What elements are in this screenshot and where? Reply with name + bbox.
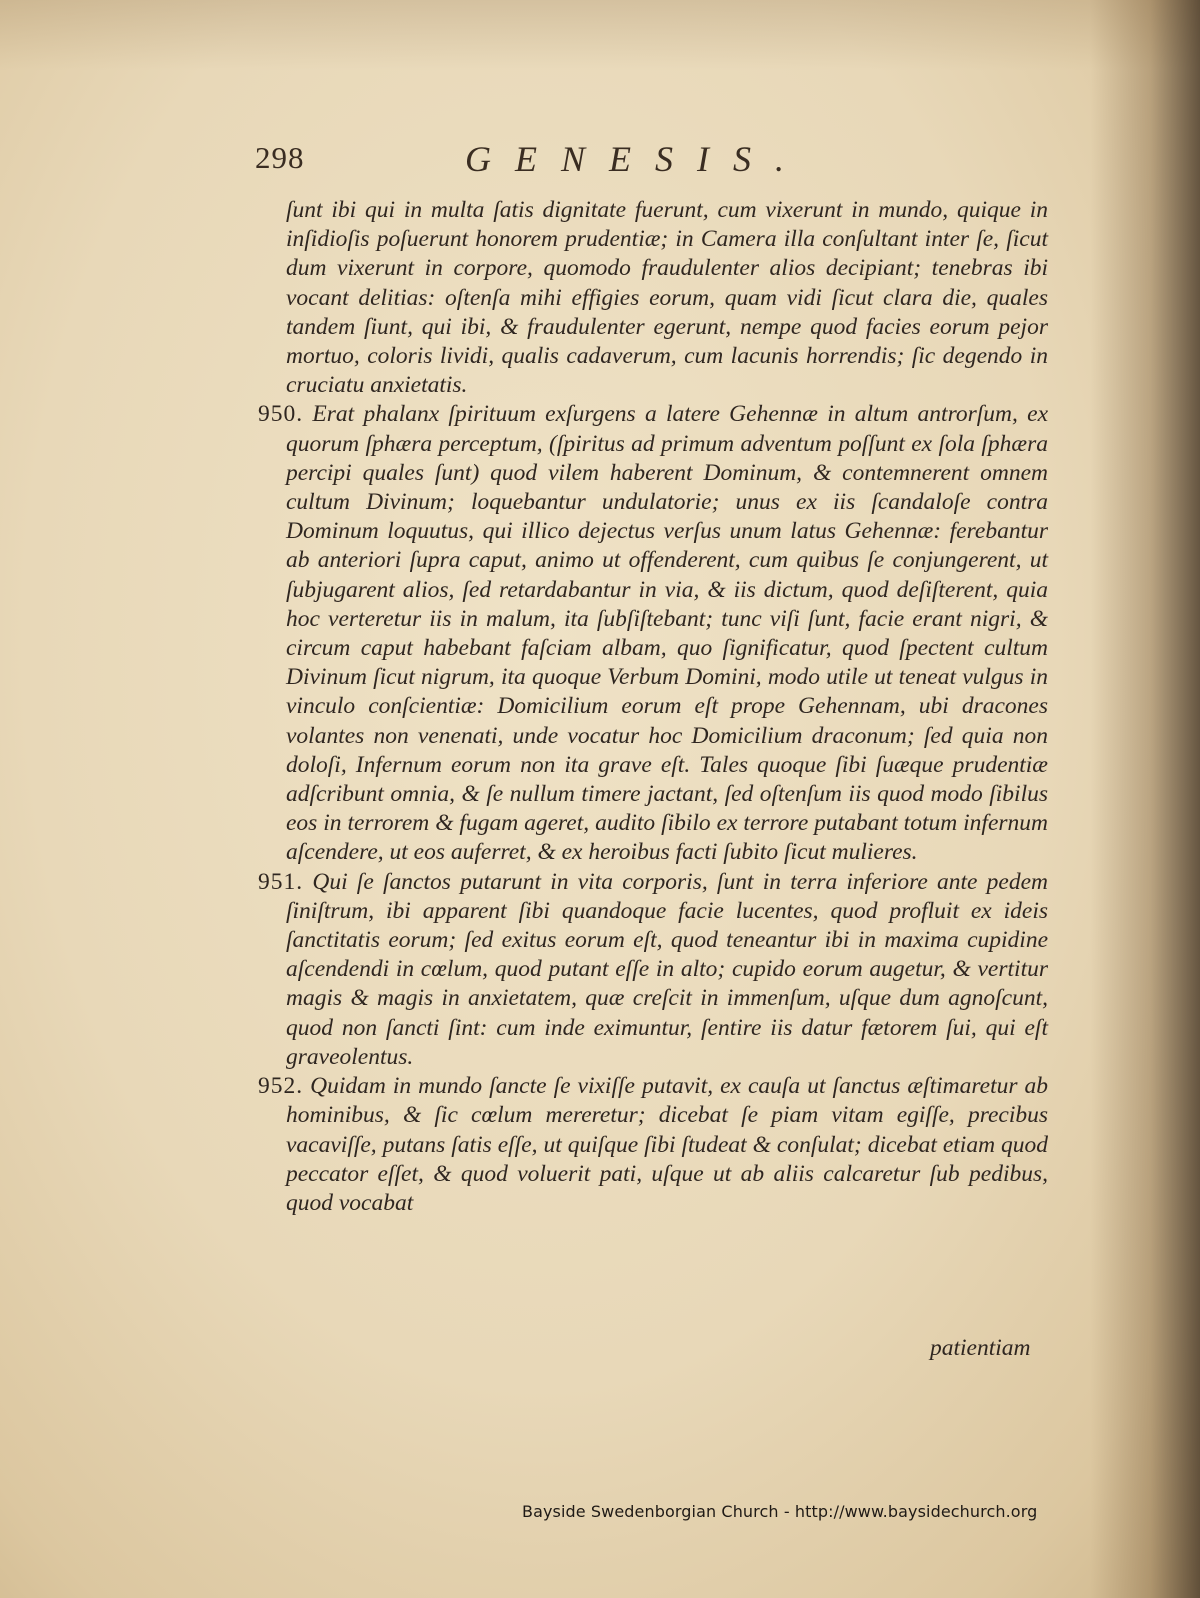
page-top-shading: [0, 0, 1200, 70]
paragraph-number: 952.: [258, 1073, 304, 1100]
page-header: [255, 138, 875, 188]
page-number: 298: [255, 140, 305, 175]
paragraph-continuation: [258, 196, 1048, 400]
paragraph-950: [258, 400, 1048, 867]
paragraph-text: Qui ſe ſanctos putarunt in vita corporis, ſunt in terra inferiore ante pedem ſiniſtrum, ibi apparent ſibi quandoque facie lucentes, quod profluit ex ideis ſanctitatis eorum; ſed exitus eorum eſt, quod teneantur ibi in maxima cupidine aſcendendi in cœlum, quod putant eſſe in alto; cupido eorum augetur, & vertitur magis & magis in anxietatem, quæ creſcit in immenſum, uſque dum agnoſcunt, quod non ſancti ſint: cum inde eximuntur, ſentire iis datur fætorem ſui, qui eſt graveolentus.: [286, 868, 1048, 1070]
footer-credit: Bayside Swedenborgian Church - http://www.baysidechurch.org: [522, 1502, 1038, 1521]
paragraph-952: [258, 1072, 1048, 1218]
paragraph-number: 950.: [258, 401, 304, 428]
page-gutter-shadow: [1090, 0, 1200, 1598]
page-body-text: [258, 196, 1048, 1218]
paragraph-951: [258, 868, 1048, 1072]
paragraph-text: Erat phalanx ſpirituum exſurgens a latere Gehennæ in altum antrorſum, ex quorum ſphæra perceptum, (ſpiritus ad primum adventum poſſunt ex ſola ſphæra percipi quales ſunt) quod vilem haberent Dominum, & contemnerent omnem cultum Divinum; loquebantur undulatorie; unus ex iis ſcandaloſe contra Dominum loquutus, qui illico dejectus verſus unum latus Gehennæ: ferebantur ab anteriori ſupra caput, animo ut offenderent, cum quibus ſe conjungerent, ut ſubjugarent alios, ſed retardabantur in via, & iis dictum, quod deſiſterent, quia hoc verteretur iis in malum, ita ſubſiſtebant; tunc viſi ſunt, facie erant nigri, & circum caput habebant faſciam albam, quo ſignificatur, quod ſpectent cultum Divinum ſicut nigrum, ita quoque Verbum Domini, modo utile ut teneat vulgus in vinculo conſcientiæ: Domicilium eorum eſt prope Gehennam, ubi dracones volantes non venenati, unde vocatur hoc Domicilium draconum; ſed quia non doloſi, Infernum eorum non ita grave eſt. Tales quoque ſibi ſuæque prudentiæ adſcribunt omnia, & ſe nullum timere jactant, ſed oſtenſum iis quod modo ſibilus eos in terrorem & fugam ageret, audito ſibilo ex terrore putabant totum infernum aſcendere, ut eos auferret, & ex heroibus facti ſubito ſicut mulieres.: [286, 401, 1049, 866]
running-title: GENESIS.: [465, 139, 808, 179]
paragraph-text: ſunt ibi qui in multa ſatis dignitate fuerunt, cum vixerunt in mundo, quique in inſidioſis poſuerunt honorem prudentiæ; in Camera illa conſultant inter ſe, ſicut dum vixerunt in corpore, quomodo fraudulenter alios decipiant; tenebras ibi vocant delitias: oſtenſa mihi effigies eorum, quam vidi ſicut clara die, quales tandem ſiunt, qui ibi, & fraudulenter egerunt, nempe quod facies eorum pejor mortuo, coloris lividi, qualis cadaverum, cum lacunis horrendis; ſic degendo in cruciatu anxietatis.: [286, 197, 1048, 399]
catchword: patientiam: [930, 1335, 1031, 1361]
paragraph-number: 951.: [258, 868, 304, 895]
paragraph-text: Quidam in mundo ſancte ſe vixiſſe putavit, ex cauſa ut ſanctus æſtimaretur ab hominibus, & ſic cœlum mereretur; dicebat ſe piam vitam egiſſe, precibus vacaviſſe, putans ſatis eſſe, ut quiſque ſibi ſtudeat & conſulat; dicebat etiam quod peccator eſſet, & quod voluerit pati, uſque ut ab aliis calcaretur ſub pedibus, quod vocabat: [286, 1073, 1048, 1216]
